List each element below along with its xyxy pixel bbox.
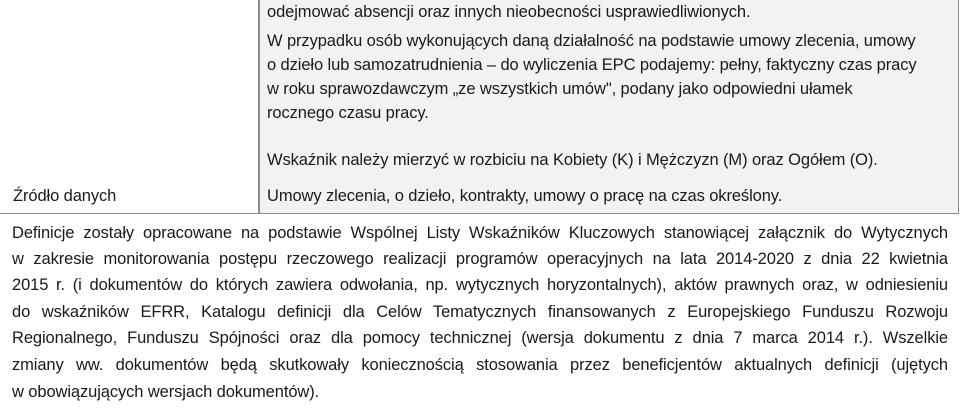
content-line: W przypadku osób wykonujących daną działalność na podstawie umowy zlecenia, umowy <box>267 32 916 50</box>
definitions-line: 2015 r. (i dokumentów do których zawiera odwołania, np. wytycznych horyzontalnych), aktów prawnych oraz, w odniesieniu <box>12 276 948 294</box>
content-line: rocznego czasu pracy. <box>267 104 429 122</box>
definitions-line: Regionalnego, Funduszu Spójności oraz dla pomocy technicznej (wersja dokumentu z dnia 7 marca 2014 r.). Wszelkie <box>12 329 948 347</box>
definitions-line: w zakresie monitorowania postępu rzeczowego realizacji programów operacyjnych na lata 2014-2020 z dnia 22 kwietnia <box>12 250 948 268</box>
content-line: w roku sprawozdawczym „ze wszystkich umów", podany jako odpowiedni ułamek <box>267 80 853 98</box>
definitions-line: do wskaźników EFRR, Katalogu definicji dla Celów Tematycznych finansowanych z Europejskiego Funduszu Rozwoju <box>12 303 948 321</box>
content-line: odejmować absencji oraz innych nieobecności usprawiedliwionych. <box>267 3 751 21</box>
content-cell <box>259 0 958 213</box>
source-label: Źródło danych <box>13 187 117 205</box>
data-source-value: Umowy zlecenia, o dzieło, kontrakty, umowy o pracę na czas określony. <box>267 187 783 205</box>
measurement-note: Wskaźnik należy mierzyć w rozbiciu na Kobiety (K) i Mężczyzn (M) oraz Ogółem (O). <box>267 151 878 169</box>
definitions-line: zmiany ww. dokumentów będą skutkowały koniecznością stosowania przez beneficjentów aktualnych definicji (ujętych <box>12 356 948 374</box>
label-cell <box>0 0 258 213</box>
definitions-line: w obowiązujących wersjach dokumentów). <box>12 383 320 401</box>
definitions-line: Definicje zostały opracowane na podstawie Wspólnej Listy Wskaźników Kluczowych stanowiącej załącznik do Wytycznych <box>12 224 948 242</box>
content-line: o dzieło lub samozatrudnienia – do wyliczenia EPC podajemy: pełny, faktyczny czas pracy <box>267 56 917 74</box>
